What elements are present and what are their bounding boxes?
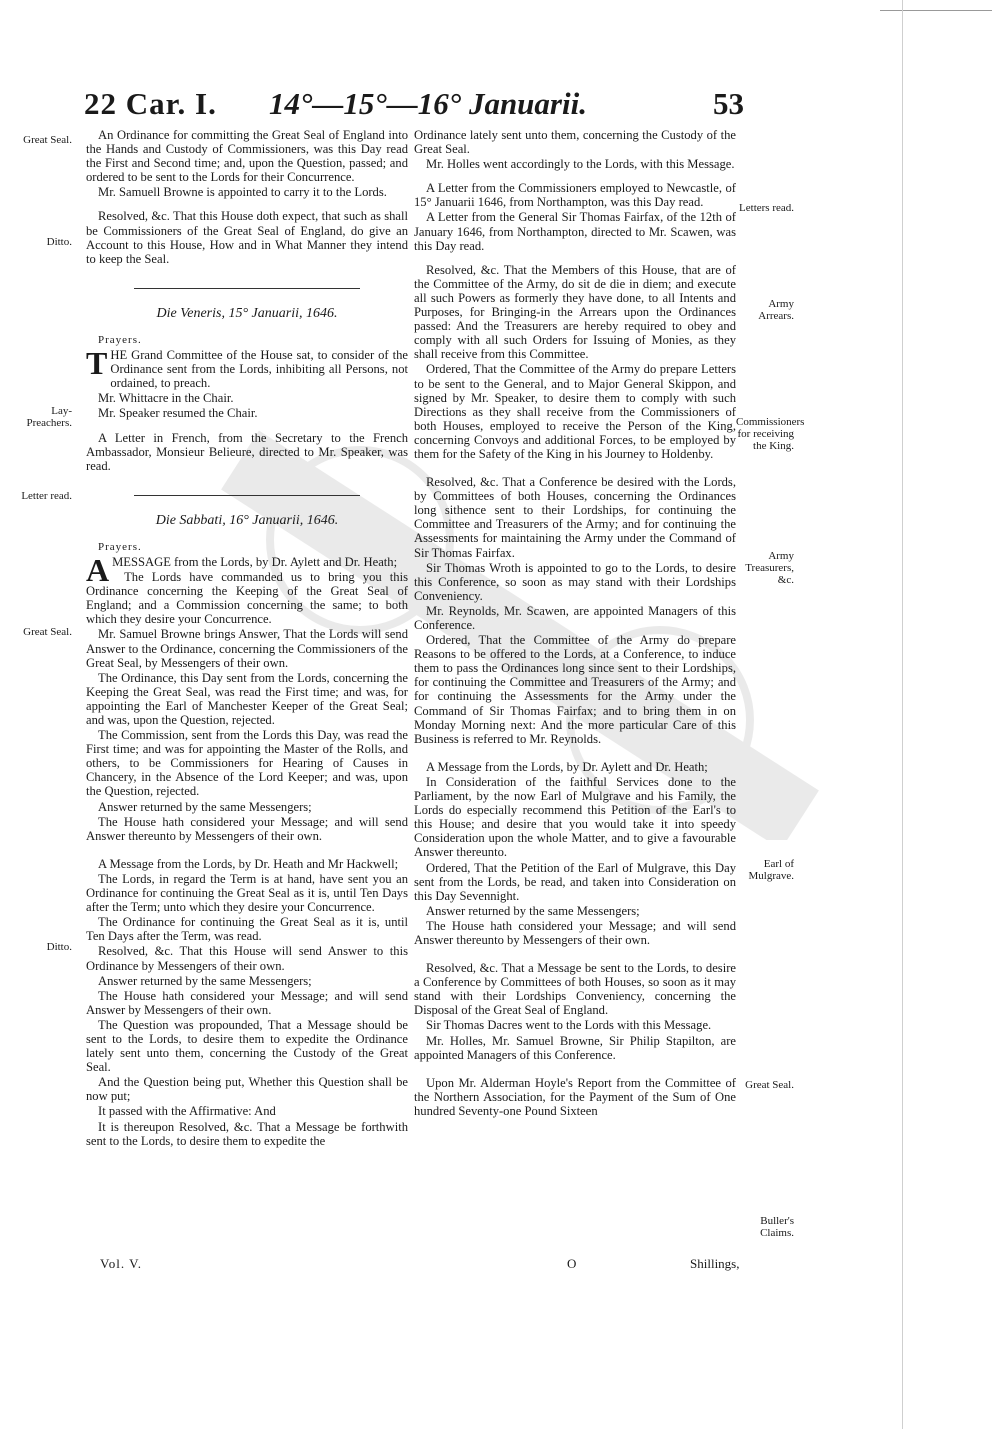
margin-note: Letter read. — [21, 490, 72, 502]
day-heading: Die Sabbati, 16° Januarii, 1646. — [155, 512, 339, 528]
paragraph: Answer returned by the same Messengers; — [98, 799, 312, 814]
day-heading: Die Veneris, 15° Januarii, 1646. — [156, 305, 338, 321]
paragraph: Mr. Holles, Mr. Samuel Browne, Sir Philip Stapilton, are appointed Managers of this Conference. — [414, 1033, 736, 1062]
paragraph: The Ordinance, this Day sent from the Lords, concerning the Keeping the Great Seal, was read the First time; and was, for appointing the Earl of Manchester Keeper of the Great Seal; and was, upon the Question, rejected. — [86, 670, 408, 727]
margin-note: Great Seal. — [23, 134, 72, 146]
paragraph: A Message from the Lords, by Dr. Heath and Mr Hackwell; — [98, 856, 399, 871]
margin-note: Army Arrears. — [758, 298, 794, 322]
paragraph: A Message from the Lords, by Dr. Aylett and Dr. Heath; — [426, 759, 708, 774]
paragraph: The Question was propounded, That a Message should be sent to the Lords, to desire them to expedite the Ordinance lately sent unto them, concerning the Custody of the Great Seal. — [86, 1017, 408, 1075]
paragraph: And the Question being put, Whether this Question shall be now put; — [86, 1075, 408, 1104]
paragraph: Mr. Speaker resumed the Chair. — [98, 406, 258, 421]
paragraph: Resolved, &c. That the Members of this House, that are of the Committee of the Army, do sit de die in diem; and execute all such Powers as formerly they have done, to all Intents and Purposes, for Bringing-in the Arrears upon the Ordinances passed: And the Treasurers are hereby required to obey and comply with all such Orders for Issuing of Monies, as they shall receive from this Committee. — [414, 262, 736, 362]
margin-note: Ditto. — [46, 941, 72, 953]
paragraph: Sir Thomas Dacres went to the Lords with this Message. — [426, 1018, 712, 1033]
paragraph: The House hath considered your Message; and will send Answer thereunto by Messengers of their own. — [414, 918, 736, 947]
paragraph: The Lords, in regard the Term is at hand, have sent you an Ordinance for continuing the Great Seal as it is, until Ten Days after the Term; unto which they desire your Concurrence. — [86, 871, 408, 915]
margin-note: Letters read. — [739, 202, 794, 214]
margin-note: Great Seal. — [745, 1079, 794, 1091]
prayers-heading: Prayers. — [98, 333, 142, 346]
paragraph: Resolved, &c. That this House will send Answer to this Ordinance by Messengers of their own. — [86, 944, 408, 973]
paragraph: Answer returned by the same Messengers; — [426, 903, 640, 918]
paragraph: It is thereupon Resolved, &c. That a Message be forthwith sent to the Lords, to desire them to expedite the — [86, 1119, 408, 1148]
paragraph: Answer returned by the same Messengers; — [98, 973, 312, 988]
paragraph: Upon Mr. Alderman Hoyle's Report from the Committee of the Northern Association, for the Payment of the Sum of One hundred Seventy-one Pound Sixteen — [414, 1075, 736, 1118]
paragraph: The House hath considered your Message; and will send Answer by Messengers of their own. — [86, 988, 408, 1017]
paragraph: Resolved, &c. That a Conference be desired with the Lords, by Committees of both Houses, concerning the Ordinances long sithence sent to their Lordships, for continuing the Committee and Treasurers of the Army; and for continuing the Assessments for maintaining the Army under the Command of Sir Thomas Fairfax. — [414, 475, 736, 560]
section-divider — [134, 288, 360, 289]
paragraph: An Ordinance for committing the Great Seal of England into the Hands and Custody of Commissioners, was this Day read the First and Second time; and, upon the Question, passed; and ordered to be sent to the Lords for their Concurrence. — [86, 128, 408, 185]
paragraph: Sir Thomas Wroth is appointed to go to the Lords, to desire this Conference, so soon as may stand with their Lordships Conveniency. — [414, 560, 736, 603]
margin-note: Commissioners for receiving the King. — [736, 416, 805, 452]
page-edge-line — [902, 0, 903, 1429]
margin-note: Army Treasurers, &c. — [745, 550, 794, 586]
margin-note: Ditto. — [46, 236, 72, 248]
paragraph: A Letter in French, from the Secretary to the French Ambassador, Monsieur Belieure, directed to Mr. Speaker, was read. — [86, 430, 408, 473]
paragraph: Mr. Whittacre in the Chair. — [98, 391, 234, 406]
paragraph: In Consideration of the faithful Services done to the Parliament, by the now Earl of Mulgrave and his Family, the Lords do especially recommend this Petition of the Earl's to this House; and desire that you would take it into speedy Consideration upon the whole Matter, and to give a favourable Answer thereunto. — [414, 774, 736, 860]
paragraph: Ordinance lately sent unto them, concerning the Custody of the Great Seal. — [414, 128, 736, 157]
section-divider — [134, 495, 360, 496]
volume-label: Vol. V. — [100, 1256, 143, 1271]
left-column — [86, 128, 408, 1149]
margin-note: Great Seal. — [23, 626, 72, 638]
header-dates: 14°—15°—16° Januarii. — [269, 86, 587, 121]
right-column — [414, 128, 736, 1119]
paragraph: The House hath considered your Message; and will send Answer thereunto by Messengers of their own. — [86, 814, 408, 843]
paragraph: Mr. Reynolds, Mr. Scawen, are appointed Managers of this Conference. — [414, 603, 736, 632]
paragraph: Mr. Samuell Browne is appointed to carry it to the Lords. — [98, 185, 387, 200]
paragraph: It passed with the Affirmative: And — [98, 1104, 276, 1119]
signature-mark: O — [567, 1256, 577, 1271]
catchword: Shillings, — [690, 1256, 740, 1271]
paragraph: Mr. Samuel Browne brings Answer, That the Lords will send Answer to the Ordinance, concerning the Commissioners of the Great Seal, by Messengers of their own. — [86, 627, 408, 670]
paragraph: Resolved, &c. That a Message be sent to the Lords, to desire a Conference by Committees of both Houses, so soon as it may stand with their Lordships Conveniency, concerning the Disposal of the Great Seal of England. — [414, 961, 736, 1018]
header-reign: 22 Car. I. — [84, 86, 217, 121]
paragraph: Ordered, That the Petition of the Earl of Mulgrave, this Day sent from the Lords, be read, and taken into Consideration on this Day Sevennight. — [414, 860, 736, 903]
paragraph: A Letter from the Commissioners employed to Newcastle, of 15° Januarii 1646, from Northampton, was this Day read. — [414, 181, 736, 210]
paragraph: Ordered, That the Committee of the Army do prepare Reasons to be offered to the Lords, at a Conference, to induce them to pass the Ordinances long since sent to their Lordships, for continuing the Committee and Treasurers of the Army; and for continuing the Assessments for the Army under the Command of Sir Thomas Fairfax; and to bring them in on Monday Morning next: And the more particular Care of this Business is referred to Mr. Reynolds. — [414, 633, 736, 746]
paragraph: AMESSAGE from the Lords, by Dr. Aylett and Dr. Heath; — [86, 551, 398, 588]
drop-cap: T — [86, 345, 108, 382]
margin-note: Earl of Mulgrave. — [748, 858, 794, 882]
margin-note: Buller's Claims. — [760, 1215, 794, 1239]
paragraph: Mr. Holles went accordingly to the Lords, with this Message. — [426, 157, 735, 172]
paragraph: The Lords have commanded us to bring you this Ordinance concerning the Keeping of the Great Seal of England; and a Commission concerning the same; to both which they desire your Concurrence. — [86, 570, 408, 627]
drop-cap: A — [86, 551, 110, 588]
prayers-heading: Prayers. — [98, 540, 142, 553]
paragraph: The Commission, sent from the Lords this Day, was read the First time; and was for appointing the Master of the Rolls, and others, to be Commissioners for Hearing of Causes in Chancery, in the Absence of the Lord Keeper; and was, upon the Question, rejected. — [86, 728, 408, 799]
paragraph: Resolved, &c. That this House doth expect, that such as shall be Commissioners of the Great Seal of England, do give an Account to this House, How and in What Manner they intend to keep the Seal. — [86, 209, 408, 266]
paragraph: A Letter from the General Sir Thomas Fairfax, of the 12th of January 1646, from Northampton, directed to Mr. Scawen, was this Day read. — [414, 210, 736, 253]
page-header — [84, 84, 744, 128]
paragraph: Ordered, That the Committee of the Army do prepare Letters to be sent to the General, and to Major General Skippon, and signed by Mr. Speaker, to desire them to comply with such Directions as they shall receive from the Commissioners of both Houses, employed to receive the Person of the King, concerning Convoys and additional Forces, to be employed by them for the Safety of the King in his Journey to Holdenby. — [414, 362, 736, 461]
margin-note: Lay-Preachers. — [26, 405, 72, 429]
page-number: 53 — [713, 86, 744, 121]
page-edge-top — [880, 0, 992, 11]
paragraph: THE Grand Committee of the House sat, to consider of the Ordinance sent from the Lords, inhibiting all Persons, not ordained, to preach. — [86, 345, 408, 391]
paragraph: The Ordinance for continuing the Great Seal as it is, until Ten Days after the Term, was read. — [86, 915, 408, 944]
